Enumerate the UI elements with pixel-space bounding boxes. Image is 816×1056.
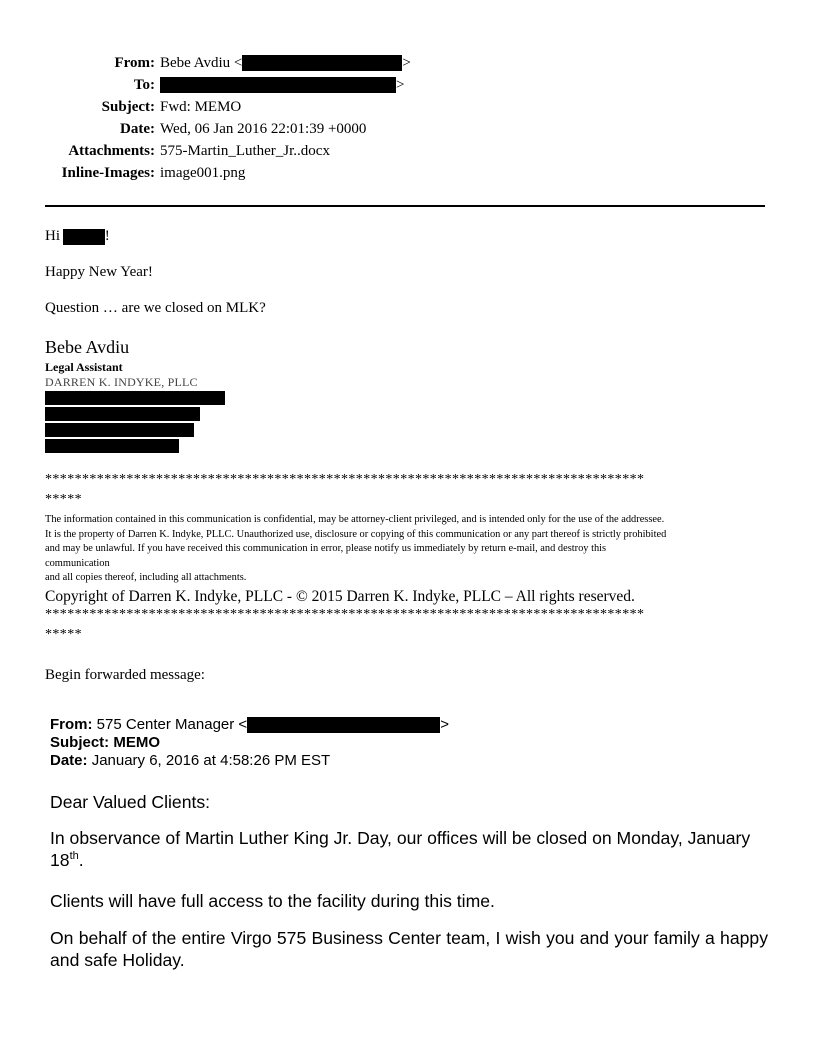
fwd-date-row bbox=[50, 752, 449, 770]
attachments-value[interactable]: 575-Martin_Luther_Jr..docx bbox=[160, 142, 330, 159]
redaction-box bbox=[45, 391, 225, 405]
memo-salutation: Dear Valued Clients: bbox=[50, 792, 211, 812]
memo-paragraph-3: On behalf of the entire Virgo 575 Business Center team, I wish you and your family a happy and safe Holiday. bbox=[50, 928, 768, 970]
disclaimer-text bbox=[45, 513, 767, 586]
redaction-box bbox=[247, 717, 440, 733]
from-label: From: bbox=[114, 54, 155, 71]
from-name: Bebe Avdiu < bbox=[160, 54, 243, 71]
fwd-subject-label: Subject: bbox=[50, 734, 110, 751]
from-close: > bbox=[402, 54, 411, 71]
inline-images-label: Inline-Images: bbox=[61, 164, 155, 181]
signature-firm: DARREN K. INDYKE, PLLC bbox=[45, 375, 198, 389]
disclaimer-line: and may be unlawful. If you have received this communication in error, please notify us immediately by return e-mail, and destroy this bbox=[45, 543, 607, 554]
memo-paragraph-2: Clients will have full access to the facility during this time. bbox=[50, 891, 495, 911]
disclaimer-stars-bottom: ********************************************************************************* bbox=[45, 607, 645, 622]
to-value bbox=[160, 77, 404, 94]
email-header bbox=[0, 52, 816, 184]
message-line-1: Happy New Year! bbox=[45, 264, 153, 280]
disclaimer-stars-top: ********************************************************************************* bbox=[45, 472, 645, 487]
from-value bbox=[160, 55, 411, 72]
message-line-2: Question … are we closed on MLK? bbox=[45, 300, 266, 316]
disclaimer-line: It is the property of Darren K. Indyke, PLLC. Unauthorized use, disclosure or copying of this communication or any part thereof is strictly prohibited bbox=[45, 528, 667, 540]
attachments-label: Attachments: bbox=[68, 142, 155, 159]
signature-name: Bebe Avdiu bbox=[45, 337, 130, 357]
forwarded-header bbox=[50, 716, 449, 770]
subject-label: Subject: bbox=[101, 98, 155, 115]
fwd-date-label: Date: bbox=[50, 752, 88, 769]
redaction-box bbox=[63, 229, 105, 245]
memo-day-suffix: th bbox=[69, 850, 79, 863]
header-inline-images-row bbox=[0, 162, 816, 184]
disclaimer-line: and all copies thereof, including all attachments. bbox=[45, 572, 247, 583]
disclaimer-line: communication bbox=[45, 557, 110, 569]
signature-title: Legal Assistant bbox=[45, 360, 123, 374]
fwd-from-row bbox=[50, 716, 449, 734]
to-close: > bbox=[396, 76, 405, 93]
date-value: Wed, 06 Jan 2016 22:01:39 +0000 bbox=[160, 120, 367, 137]
greeting-end: ! bbox=[104, 228, 110, 244]
header-subject-row bbox=[0, 96, 816, 118]
greeting-hi: Hi bbox=[45, 228, 60, 244]
subject-value: Fwd: MEMO bbox=[160, 98, 242, 115]
redaction-box bbox=[45, 423, 194, 437]
forward-intro: Begin forwarded message: bbox=[45, 667, 205, 683]
date-label: Date: bbox=[120, 120, 155, 137]
greeting bbox=[45, 228, 110, 245]
memo-para1-end: . bbox=[78, 850, 84, 870]
redaction-box bbox=[45, 407, 200, 421]
fwd-subject-value: MEMO bbox=[113, 734, 161, 751]
copyright-notice: Copyright of Darren K. Indyke, PLLC - © 2015 Darren K. Indyke, PLLC – All rights reserved. bbox=[45, 588, 635, 605]
header-date-row bbox=[0, 118, 816, 140]
header-divider bbox=[45, 205, 765, 207]
memo-paragraph-1 bbox=[50, 827, 768, 871]
memo-para1-text: In observance of Martin Luther King Jr. Day, our offices will be closed on Monday, January bbox=[50, 828, 751, 848]
redaction-box bbox=[45, 439, 179, 453]
disclaimer-stars-bottom-tail: ***** bbox=[45, 627, 82, 642]
header-from-row bbox=[0, 52, 816, 74]
fwd-subject-row bbox=[50, 734, 449, 752]
fwd-from-close: > bbox=[440, 716, 449, 733]
redaction-box bbox=[242, 55, 402, 71]
to-label: To: bbox=[133, 76, 155, 93]
memo-para1-date bbox=[50, 849, 768, 871]
fwd-from-label: From: bbox=[50, 716, 93, 733]
fwd-date-value: January 6, 2016 at 4:58:26 PM EST bbox=[91, 752, 331, 769]
redaction-box bbox=[160, 77, 396, 93]
header-attachments-row bbox=[0, 140, 816, 162]
fwd-from-value: 575 Center Manager < bbox=[96, 716, 248, 733]
header-to-row bbox=[0, 74, 816, 96]
inline-images-value[interactable]: image001.png bbox=[160, 164, 246, 181]
memo-day: 18 bbox=[50, 850, 70, 870]
disclaimer-stars-top-tail: ***** bbox=[45, 492, 82, 507]
disclaimer-line: The information contained in this communication is confidential, may be attorney-client privileged, and is intended only for the use of the addressee. bbox=[45, 514, 665, 525]
